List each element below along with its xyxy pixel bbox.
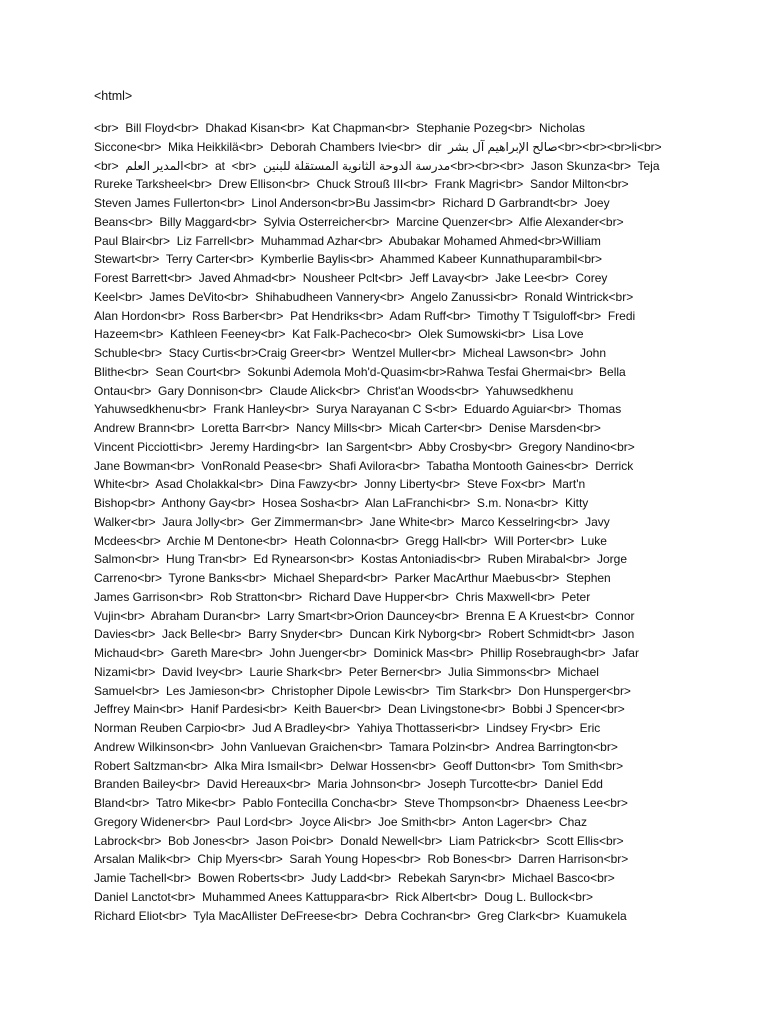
text-line: Branden Bailey<br> David Hereaux<br> Maria Johnson<br> Joseph Turcotte<br> Daniel Edd bbox=[94, 777, 603, 792]
text-line: Bishop<br> Anthony Gay<br> Hosea Sosha<br> Alan LaFranchi<br> S.m. Nona<br> Kitty bbox=[94, 496, 589, 510]
text-line: Rureke Tarksheel<br> Drew Ellison<br> Chuck Strouß III<br> Frank Magri<br> Sandor Milton<br> bbox=[94, 177, 629, 192]
text-line: Andrew Brann<br> Loretta Barr<br> Nancy Mills<br> Micah Carter<br> Denise Marsden<br> bbox=[94, 421, 601, 435]
text-line: Stewart<br> Terry Carter<br> Kymberlie Baylis<br> Ahammed Kabeer Kunnathuparambil<br> bbox=[94, 252, 603, 267]
text-line: <br> المدير العلم<br> at <br> مدرسة الدوحة الثانوية المستقلة للبنين<br><br><br> Jason Skunza<br> Teja bbox=[94, 158, 660, 173]
text-line: James Garrison<br> Rob Stratton<br> Richard Dave Hupper<br> Chris Maxwell<br> Peter bbox=[94, 589, 591, 604]
text-line: Carreno<br> Tyrone Banks<br> Michael Shepard<br> Parker MacArthur Maebus<br> Stephen bbox=[94, 571, 611, 585]
html-open-tag-text: <html> bbox=[94, 89, 133, 103]
text-line: Vincent Picciotti<br> Jeremy Harding<br> Ian Sargent<br> Abby Crosby<br> Gregory Nandino<br> bbox=[94, 439, 635, 454]
text-line: Hazeem<br> Kathleen Feeney<br> Kat Falk-Pacheco<br> Olek Sumowski<br> Lisa Love bbox=[94, 327, 584, 342]
text-line: Siccone<br> Mika Heikkilä<br> Deborah Chambers Ivie<br> dir صالح الإبراهيم آل بشر<br><br><br>li<br> bbox=[94, 139, 662, 154]
text-line: Arsalan Malik<br> Chip Myers<br> Sarah Young Hopes<br> Rob Bones<br> Darren Harrison<br> bbox=[94, 852, 629, 867]
text-line: Samuel<br> Les Jamieson<br> Christopher Dipole Lewis<br> Tim Stark<br> Don Hunsperger<br> bbox=[94, 683, 631, 698]
text-line: Jeffrey Main<br> Hanif Pardesi<br> Keith Bauer<br> Dean Livingstone<br> Bobbi J Spencer<br> bbox=[94, 702, 625, 717]
text-line: Gregory Widener<br> Paul Lord<br> Joyce Ali<br> Joe Smith<br> Anton Lager<br> Chaz bbox=[94, 814, 587, 829]
text-line: Jamie Tachell<br> Bowen Roberts<br> Judy Ladd<br> Rebekah Saryn<br> Michael Basco<br> bbox=[94, 871, 615, 885]
text-line: Labrock<br> Bob Jones<br> Jason Poi<br> Donald Newell<br> Liam Patrick<br> Scott Ellis<br> bbox=[94, 833, 624, 848]
name-list-body bbox=[94, 119, 669, 925]
text-line: Schuble<br> Stacy Curtis<br>Craig Greer<br> Wentzel Muller<br> Micheal Lawson<br> John bbox=[94, 346, 607, 360]
text-line: Walker<br> Jaura Jolly<br> Ger Zimmerman<br> Jane White<br> Marco Kesselring<br> Javy bbox=[94, 514, 610, 529]
text-line: Robert Saltzman<br> Alka Mira Ismail<br> Delwar Hossen<br> Geoff Dutton<br> Tom Smith<br> bbox=[94, 758, 624, 773]
text-line: Paul Blair<br> Liz Farrell<br> Muhammad Azhar<br> Abubakar Mohamed Ahmed<br>William bbox=[94, 233, 601, 248]
text-line: Forest Barrett<br> Javed Ahmad<br> Nousheer Pclt<br> Jeff Lavay<br> Jake Lee<br> Corey bbox=[94, 271, 608, 285]
text-line: Mcdees<br> Archie M Dentone<br> Heath Colonna<br> Gregg Hall<br> Will Porter<br> Luke bbox=[94, 533, 607, 548]
text-line: Michaud<br> Gareth Mare<br> John Juenger<br> Dominick Mas<br> Phillip Rosebraugh<br> Jafar bbox=[94, 646, 639, 660]
text-line: Nizami<br> David Ivey<br> Laurie Shark<br> Peter Berner<br> Julia Simmons<br> Michael bbox=[94, 664, 599, 679]
text-line: <br> Bill Floyd<br> Dhakad Kisan<br> Kat Chapman<br> Stephanie Pozeg<br> Nicholas bbox=[94, 121, 585, 135]
text-line: Beans<br> Billy Maggard<br> Sylvia Osterreicher<br> Marcine Quenzer<br> Alfie Alexander<br> bbox=[94, 214, 624, 229]
text-line: Keel<br> James DeVito<br> Shihabudheen Vannery<br> Angelo Zanussi<br> Ronald Wintrick<br> bbox=[94, 289, 634, 304]
text-line: Yahuwsedkhenu<br> Frank Hanley<br> Surya Narayanan C S<br> Eduardo Aguiar<br> Thomas bbox=[94, 402, 622, 417]
text-line: Andrew Wilkinson<br> John Vanluevan Graichen<br> Tamara Polzin<br> Andrea Barrington<br> bbox=[94, 739, 618, 754]
text-line: Blithe<br> Sean Court<br> Sokunbi Ademola Moh'd-Quasim<br>Rahwa Tesfai Ghermai<br> Bella bbox=[94, 364, 626, 379]
text-line: Norman Reuben Carpio<br> Jud A Bradley<br> Yahiya Thottasseri<br> Lindsey Fry<br> Eric bbox=[94, 721, 601, 735]
text-line: Steven James Fullerton<br> Linol Anderson<br>Bu Jassim<br> Richard D Garbrandt<br> Joey bbox=[94, 196, 610, 210]
text-line: Davies<br> Jack Belle<br> Barry Snyder<br> Duncan Kirk Nyborg<br> Robert Schmidt<br> Jason bbox=[94, 627, 635, 642]
text-line: White<br> Asad Cholakkal<br> Dina Fawzy<br> Jonny Liberty<br> Steve Fox<br> Mart'n bbox=[94, 477, 586, 492]
text-line: Vujin<br> Abraham Duran<br> Larry Smart<br>Orion Dauncey<br> Brenna E A Kruest<br> Connor bbox=[94, 608, 635, 623]
text-line: Salmon<br> Hung Tran<br> Ed Rynearson<br> Kostas Antoniadis<br> Ruben Mirabal<br> Jorge bbox=[94, 552, 627, 567]
text-line: Ontau<br> Gary Donnison<br> Claude Alick<br> Christ'an Woods<br> Yahuwsedkhenu bbox=[94, 383, 574, 398]
text-line: Daniel Lanctot<br> Muhammed Anees Kattuppara<br> Rick Albert<br> Doug L. Bullock<br> bbox=[94, 889, 593, 904]
text-line: Bland<br> Tatro Mike<br> Pablo Fontecilla Concha<br> Steve Thompson<br> Dhaeness Lee<br> bbox=[94, 796, 628, 810]
text-line: Alan Hordon<br> Ross Barber<br> Pat Hendriks<br> Adam Ruff<br> Timothy T Tsiguloff<br> Fredi bbox=[94, 308, 636, 323]
text-line: Richard Eliot<br> Tyla MacAllister DeFreese<br> Debra Cochran<br> Greg Clark<br> Kuamukela bbox=[94, 908, 627, 923]
text-line: Jane Bowman<br> VonRonald Pease<br> Shafi Avilora<br> Tabatha Montooth Gaines<br> Derrick bbox=[94, 458, 634, 473]
